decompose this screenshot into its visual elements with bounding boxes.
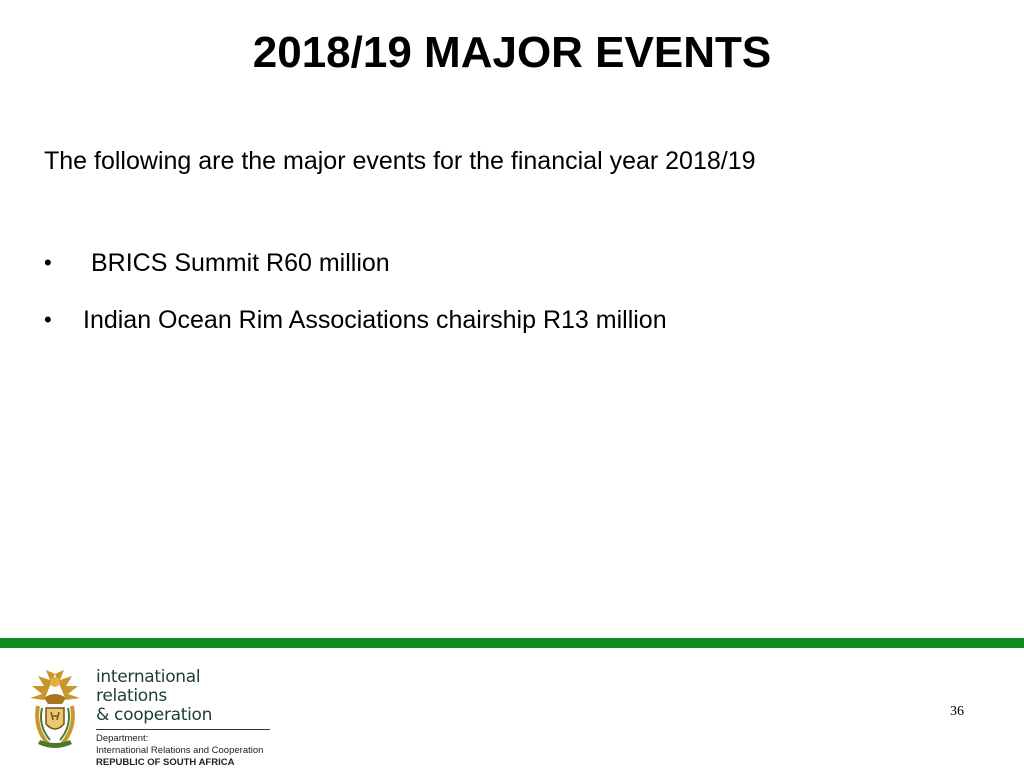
slide-title: 2018/19 MAJOR EVENTS (252, 28, 772, 77)
department-logo (24, 667, 274, 768)
list-item (44, 248, 667, 278)
bullet-marker: • (44, 307, 52, 332)
coat-of-arms-icon (24, 668, 86, 752)
bullet-list (44, 248, 667, 335)
logo-wordmark-line-2: & cooperation (96, 705, 213, 725)
department-label: Department: (96, 733, 149, 744)
bullet-marker: • (44, 250, 52, 275)
bullet-text: BRICS Summit R60 million (91, 249, 390, 277)
department-name: International Relations and Cooperation (96, 745, 264, 756)
logo-divider (96, 729, 270, 730)
list-item (44, 305, 667, 335)
footer-accent-bar (0, 638, 1024, 648)
department-text-block (96, 668, 276, 769)
logo-wordmark-line-1: international relations (96, 667, 201, 706)
intro-text: The following are the major events for the financial year 2018/19 (44, 147, 756, 175)
bullet-text: Indian Ocean Rim Associations chairship R13 million (83, 306, 667, 334)
country-name: REPUBLIC OF SOUTH AFRICA (96, 757, 235, 768)
page-number: 36 (950, 704, 964, 719)
